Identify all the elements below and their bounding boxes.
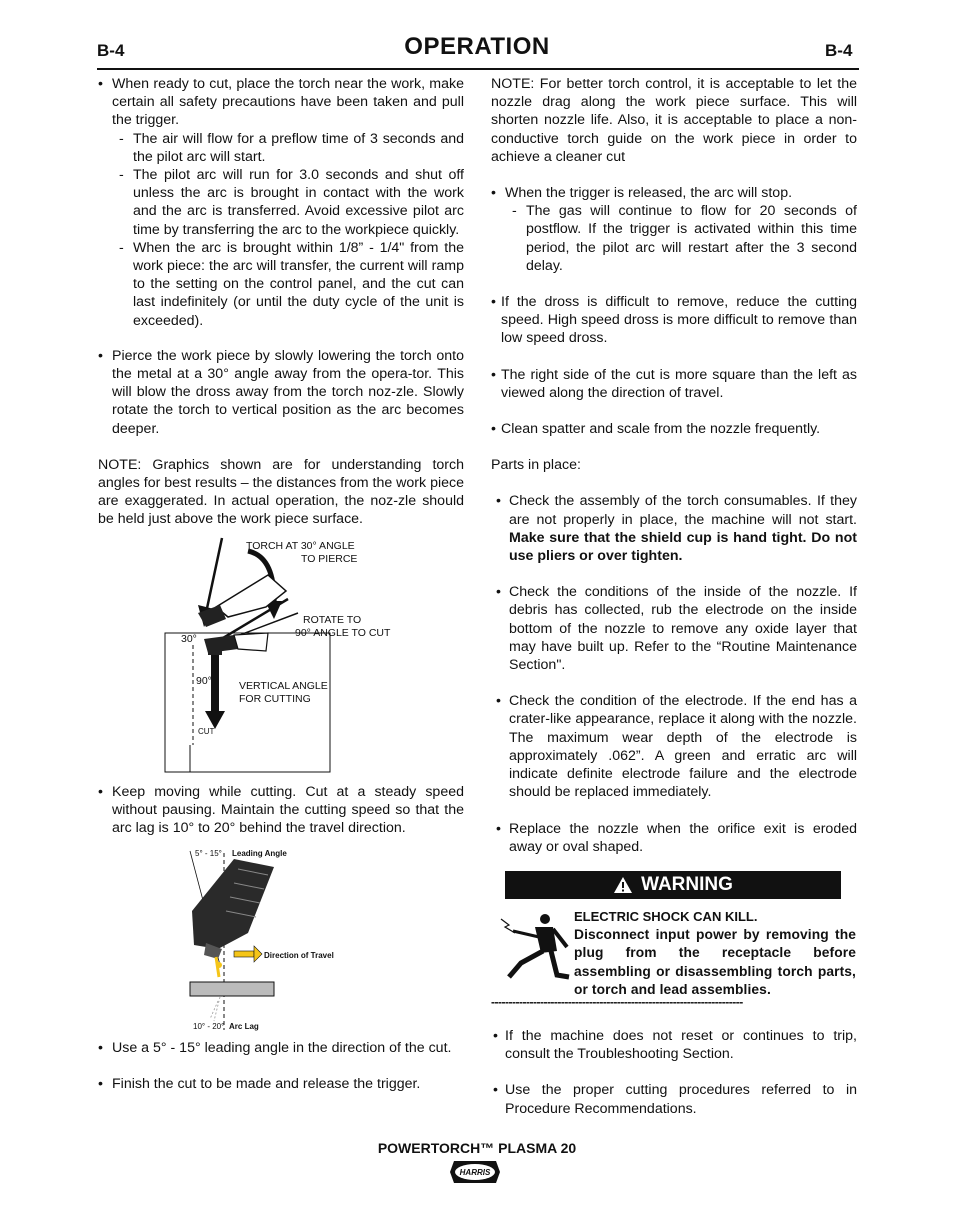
bullet-ready-to-cut: • When ready to cut, place the torch near the work, make certain all safety precautions have been taken and pull the trigger.: [98, 76, 464, 129]
parts-in-place: Parts in place:: [491, 457, 581, 474]
label-cut: CUT: [198, 726, 215, 736]
header-rule: [97, 68, 859, 70]
bullet-leading-angle: • Use a 5° - 15° leading angle in the direction of the cut.: [98, 1040, 452, 1057]
sub-item-preflow: - The air will flow for a preflow time of 3 seconds and the pilot arc will start.: [119, 130, 464, 165]
bullet-dross: • If the dross is difficult to remove, reduce the cutting speed. High speed dross is more difficult to remove than low speed dross.: [491, 294, 857, 347]
bullet-text: When ready to cut, place the torch near the work, make certain all safety precautions have been taken and pull the trigger.: [112, 76, 464, 129]
harris-logo: [448, 1159, 502, 1190]
check-bold-text: Make sure that the shield cup is hand tight. Do not use pliers or over tighten.: [509, 529, 857, 565]
harris-logo-text: HARRIS: [459, 1168, 491, 1177]
figure-leading-angle: [98, 845, 464, 1037]
bullet-text: Use a 5° - 15° leading angle in the direction of the cut.: [112, 1040, 452, 1057]
bullet-right-side: • The right side of the cut is more square than the left as viewed along the direction of travel.: [491, 366, 857, 401]
page-title: OPERATION: [404, 33, 550, 60]
label-10-20-deg: 10° - 20°: [193, 1022, 225, 1032]
right-column: [491, 75, 857, 1118]
label-torch-30: TORCH AT 30° ANGLE: [246, 539, 355, 552]
warning-banner: [505, 871, 841, 899]
sub-item-text: When the arc is brought within 1/8” - 1/4" from the work piece: the arc will transfer, the current will ramp to the setting on the control panel, and the cut can last indefinitely (or until the duty cycle of the unit is exceeded).: [133, 239, 464, 329]
sub-item-text: The air will flow for a preflow time of 3 seconds and the pilot arc will start.: [133, 130, 464, 165]
leading-angle-illustration: [98, 845, 464, 1037]
check-text: Replace the nozzle when the orifice exit is eroded away or oval shaped.: [509, 820, 857, 855]
check-reset: • If the machine does not reset or continues to trip, consult the Troubleshooting Section.: [493, 1027, 857, 1063]
harris-logo-mark: [448, 1159, 502, 1185]
check-text: If the machine does not reset or continues to trip, consult the Troubleshooting Section.: [505, 1027, 857, 1063]
bullet-trigger-released: • When the trigger is released, the arc will stop.: [491, 185, 793, 202]
bullet-text: Pierce the work piece by slowly lowering the torch onto the metal at a 30° angle away from the opera-tor. This will blow the dross away from the torch noz-zle. Slowly rotate the torch to vertical position as the arc becomes deeper.: [112, 347, 464, 437]
bullet-text: Keep moving while cutting. Cut at a steady speed without pausing. Maintain the cutting speed so that the arc lag is 10° to 20° behind the travel direction.: [112, 783, 464, 837]
check-replace-nozzle: • Replace the nozzle when the orifice exit is eroded away or oval shaped.: [496, 820, 857, 855]
bullet-pierce: • Pierce the work piece by slowly lowering the torch onto the metal at a 30° angle away from the opera-tor. This will blow the dross away from the torch noz-zle. Slowly rotate the torch to vertical position as the arc becomes deeper.: [98, 347, 464, 437]
check-nozzle-inside: • Check the conditions of the inside of the nozzle. If debris has collected, rub the electrode on the inside bottom of the nozzle to remove any oxide layer that may have built up. Refer to the “Routine Maintenance Section".: [496, 584, 857, 674]
label-rotate-to: ROTATE TO: [303, 613, 362, 626]
page-number-right: B-4: [825, 41, 853, 60]
check-text: Check the condition of the electrode. If the end has a crater-like appearance, replace it along with the nozzle. The maximum wear depth of the electrode is approximately .062”. A green and erratic arc will indicate definite electrode failure and the electrode should be replaced immediately.: [509, 693, 857, 801]
warning-title: WARNING: [641, 873, 733, 895]
bullet-text: Finish the cut to be made and release the trigger.: [112, 1076, 421, 1093]
warning-divider: ------------------------------------------------------------------------: [491, 994, 743, 1009]
warning-message: Disconnect input power by removing the plug from the receptacle before assembling or disassembling torch parts, or torch and lead assemblies.: [574, 927, 856, 997]
bullet-keep-moving: • Keep moving while cutting. Cut at a steady speed without pausing. Maintain the cutting speed so that the arc lag is 10° to 20° behind the travel direction.: [98, 783, 464, 837]
label-vertical-angle: VERTICAL ANGLE: [239, 679, 328, 692]
sub-item-arc-transfer: - When the arc is brought within 1/8” - 1/4" from the work piece: the arc will transfer, the current will ramp to the setting on the control panel, and the cut can last indefinitely (or until the duty cycle of the unit is exceeded).: [119, 239, 464, 329]
figure-torch-angles: [98, 535, 464, 773]
label-30-deg: 30°: [181, 632, 197, 645]
warning-text: [574, 908, 856, 999]
bullet-clean-spatter: • Clean spatter and scale from the nozzle frequently.: [491, 421, 821, 438]
bullet-text: Clean spatter and scale from the nozzle frequently.: [501, 421, 821, 438]
warning-headline: ELECTRIC SHOCK CAN KILL.: [574, 908, 758, 924]
check-text: Check the conditions of the inside of the nozzle. If debris has collected, rub the electrode on the inside bottom of the nozzle to remove any oxide layer that may have built up. Refer to the “Routine Maintenance Section".: [509, 584, 857, 674]
label-90-deg: 90°: [196, 674, 212, 687]
bullet-text: If the dross is difficult to remove, reduce the cutting speed. High speed dross is more difficult to remove than low speed dross.: [501, 294, 857, 347]
sub-item-pilot-arc: - The pilot arc will run for 3.0 seconds and shut off unless the arc is brought in contact with the work and the arc is transferred. Avoid excessive pilot arc time by transferring the arc to the workpiece quickly.: [119, 167, 464, 238]
bullet-text: The right side of the cut is more square than the left as viewed along the direction of travel.: [501, 366, 857, 401]
sub-item-text: The gas will continue to flow for 20 seconds of postflow. If the trigger is activated within this time period, the pilot arc will restart after the 3 second delay.: [526, 203, 857, 274]
page-number-left: B-4: [97, 41, 125, 60]
check-text: Check the assembly of the torch consumables. If they are not properly in place, the machine will not start.: [509, 493, 857, 528]
label-5-15-deg: 5° - 15°: [195, 849, 222, 859]
label-to-pierce: TO PIERCE: [301, 552, 358, 565]
label-direction-of-travel: Direction of Travel: [264, 951, 334, 961]
bullet-text: When the trigger is released, the arc will stop.: [505, 185, 793, 202]
left-column: [98, 75, 464, 1094]
note-torch-control: NOTE: For better torch control, it is acceptable to let the nozzle drag along the work piece surface. This will shorten nozzle life. Also, it is acceptable to place a non-conductive torch guide on the work piece in order to achieve a cleaner cut: [491, 76, 857, 165]
check-electrode: • Check the condition of the electrode. If the end has a crater-like appearance, replace it along with the nozzle. The maximum wear depth of the electrode is approximately .062”. A green and erratic arc will indicate definite electrode failure and the electrode should be replaced immediately.: [496, 693, 857, 801]
warning-body: [491, 905, 857, 995]
label-leading-angle: Leading Angle: [232, 849, 287, 859]
check-assembly: • Check the assembly of the torch consumables. If they are not properly in place, the machine will not start. Make sure that the shield cup is hand tight. Do not use pliers or over tighten.: [496, 493, 857, 565]
torch-angle-illustration: [98, 535, 464, 773]
sub-item-postflow: - The gas will continue to flow for 20 seconds of postflow. If the trigger is activated within this time period, the pilot arc will restart after the 3 second delay.: [512, 203, 857, 274]
label-90-to-cut: 90° ANGLE TO CUT: [295, 626, 391, 639]
warning-triangle-icon: [613, 876, 633, 894]
check-text: Use the proper cutting procedures referred to in Procedure Recommendations.: [505, 1082, 857, 1117]
note-graphics: NOTE: Graphics shown are for understanding torch angles for best results – the distances from the work piece are exaggerated. In actual operation, the noz-zle should be held just above the work piece surface.: [98, 456, 464, 528]
footer-product-name: POWERTORCH™ PLASMA 20: [377, 1140, 577, 1156]
label-arc-lag: Arc Lag: [229, 1022, 259, 1032]
check-procedures: • Use the proper cutting procedures referred to in Procedure Recommendations.: [493, 1082, 857, 1117]
label-for-cutting: FOR CUTTING: [239, 692, 311, 705]
electric-shock-icon: [495, 913, 575, 983]
sub-item-text: The pilot arc will run for 3.0 seconds and shut off unless the arc is brought in contact with the work and the arc is transferred. Avoid excessive pilot arc time by transferring the arc to the workpiece quickly.: [133, 167, 464, 238]
bullet-finish-cut: • Finish the cut to be made and release the trigger.: [98, 1076, 421, 1093]
